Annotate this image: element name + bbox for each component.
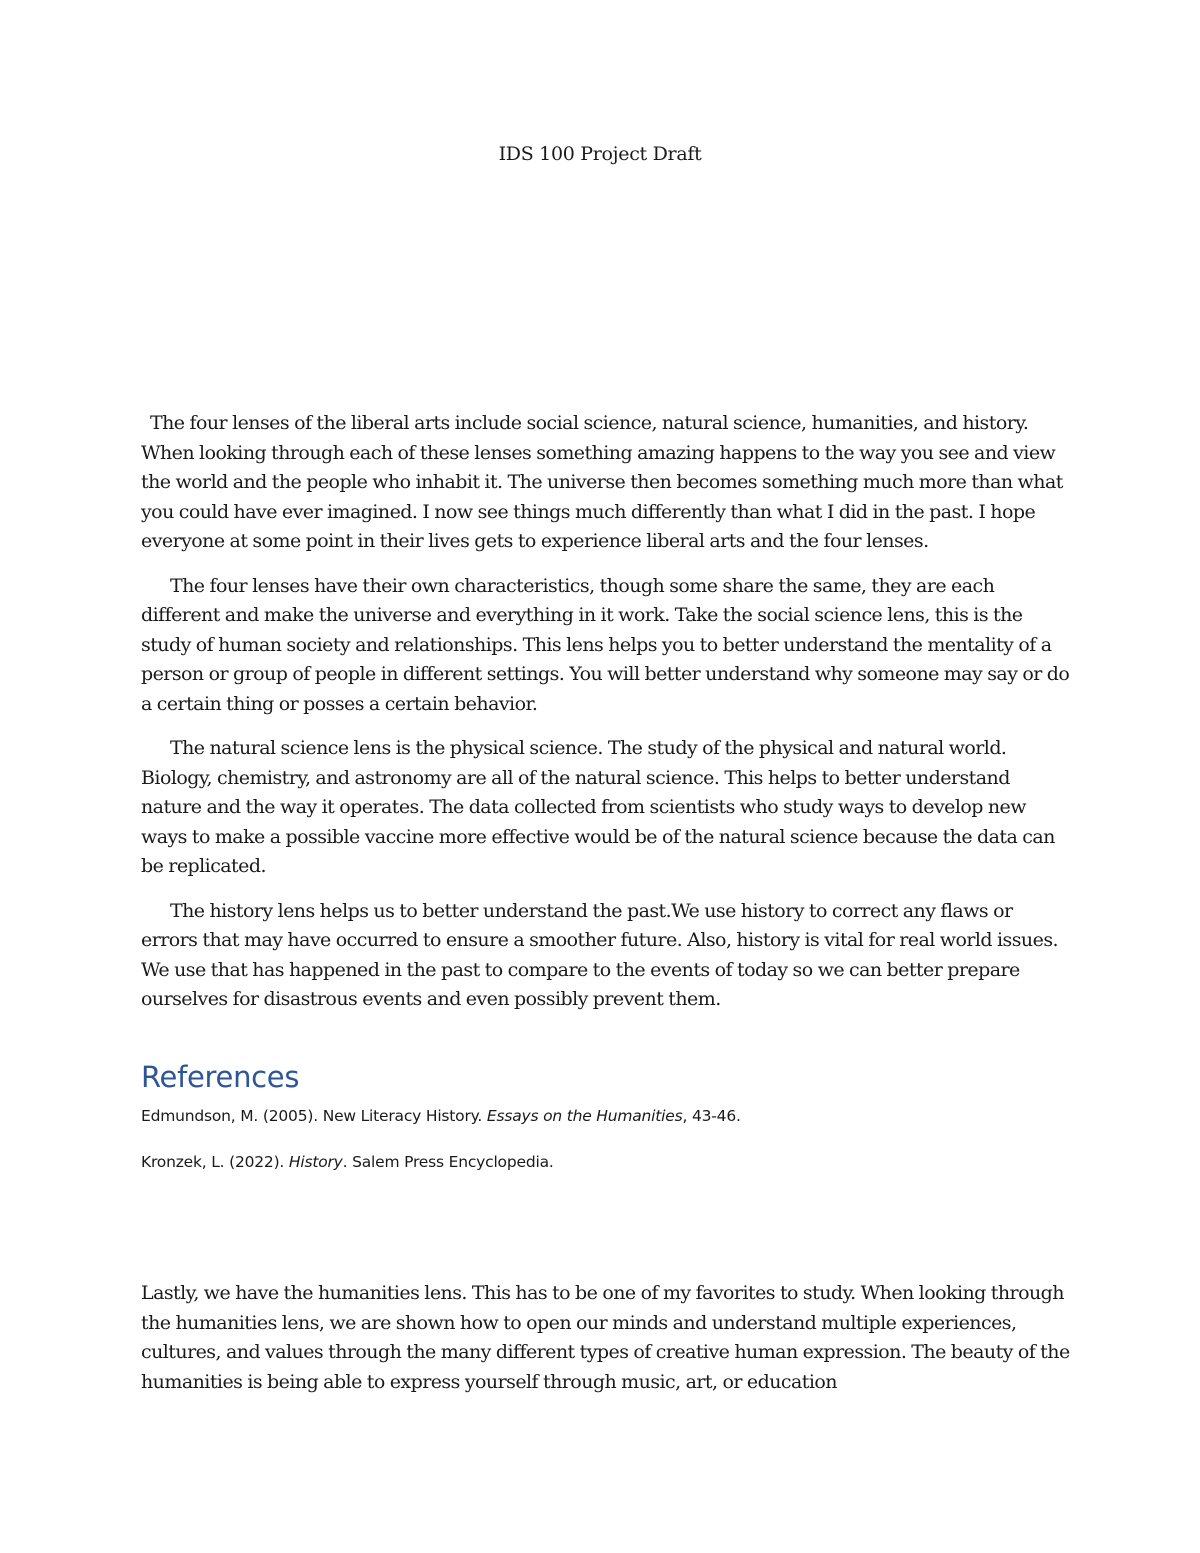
reference-source: Essays on the Humanities: [486, 1107, 683, 1125]
reference-author-year: Kronzek, L. (2022).: [141, 1153, 289, 1171]
references-heading: References: [141, 1060, 300, 1094]
paragraph-intro: The four lenses of the liberal arts include social science, natural science, humanities, and history. When looking through each of these lenses something amazing happens to the way you see and view the world and the people who inhabit it. The universe then becomes something much more than what you could have ever imagined. I now see things much differently than what I did in the past. I hope everyone at some point in their lives gets to experience liberal arts and the four lenses.: [141, 412, 1063, 552]
paragraph-social-science: The four lenses have their own characteristics, though some share the same, they are each different and make the universe and everything in it work. Take the social science lens, this is the study of human society and relationships. This lens helps you to better understand the mentality of a person or group of people in different settings. You will better understand why someone may say or do a certain thing or posses a certain behavior.: [141, 574, 1070, 715]
paragraph-history: The history lens helps us to better understand the past.We use history to correct any flaws or errors that may have occurred to ensure a smoother future. Also, history is vital for real world issues. We use that has happened in the past to compare to the events of today so we can better prepare ourselves for disastrous events and even possibly prevent them.: [141, 899, 1059, 1010]
reference-pages: , 43-46.: [682, 1107, 741, 1125]
reference-source: . Salem Press Encyclopedia.: [342, 1153, 554, 1171]
paragraph-humanities: Lastly, we have the humanities lens. This has to be one of my favorites to study. When looking through the humanities lens, we are shown how to open our minds and understand multiple experiences, cultures, and values through the many different types of creative human expression. The beauty of the humanities is being able to express yourself through music, art, or education: [141, 1282, 1070, 1393]
reference-entry: [141, 1153, 554, 1171]
document-title: IDS 100 Project Draft: [498, 143, 702, 165]
paragraph-natural-science: The natural science lens is the physical science. The study of the physical and natural world. Biology, chemistry, and astronomy are all of the natural science. This helps to better understand nature and the way it operates. The data collected from scientists who study ways to develop new ways to make a possible vaccine more effective would be of the natural science because the data can be replicated.: [141, 737, 1055, 877]
closing-section: [141, 1279, 1071, 1397]
reference-entry: [141, 1107, 741, 1125]
reference-title: New Literacy History.: [322, 1107, 487, 1125]
reference-author-year: Edmundson, M. (2005).: [141, 1107, 323, 1125]
body-paragraphs: [141, 409, 1071, 1015]
reference-title: History: [288, 1153, 343, 1171]
